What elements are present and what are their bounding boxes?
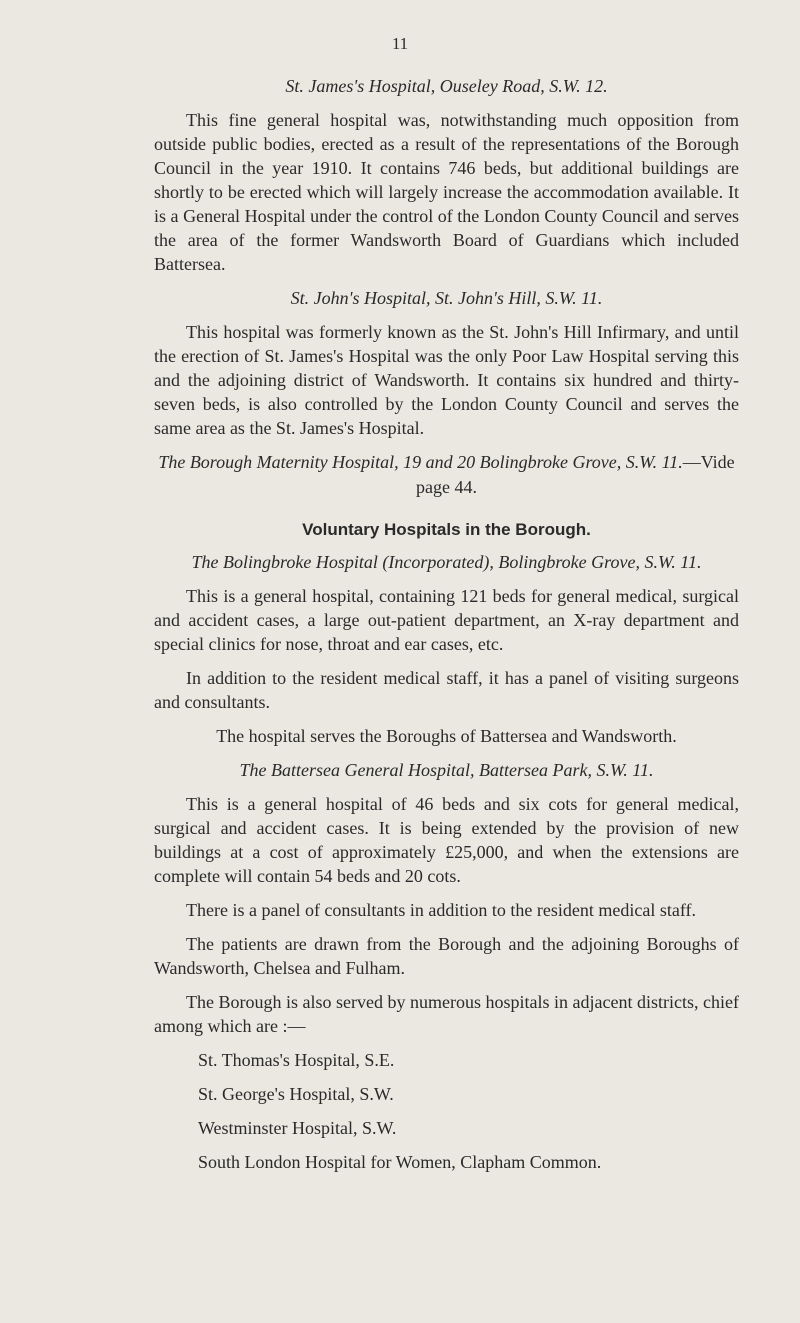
battersea-general-paragraph-3: The patients are drawn from the Borough and the adjoining Boroughs of Wandsworth, Chelsea and Fulham. xyxy=(154,934,739,978)
page-number: 11 xyxy=(391,34,409,53)
list-item: St. Thomas's Hospital, S.E. xyxy=(198,1050,395,1070)
st-james-hospital-heading: St. James's Hospital, Ouseley Road, S.W. 12. xyxy=(285,76,608,96)
list-item: St. George's Hospital, S.W. xyxy=(198,1084,394,1104)
maternity-hospital-name: The Borough Maternity Hospital, 19 and 20 Bolingbroke Grove, S.W. 11. xyxy=(158,452,683,472)
bolingbroke-paragraph-1: This is a general hospital, containing 121 beds for general medical, surgical and accident cases, a large out-patient department, an X-ray department and special clinics for nose, throat and ear cases, etc. xyxy=(154,586,739,654)
maternity-hospital-heading xyxy=(154,450,739,500)
adjacent-hospitals-list xyxy=(154,1048,739,1174)
battersea-general-hospital-heading: The Battersea General Hospital, Battersea Park, S.W. 11. xyxy=(239,760,654,780)
battersea-general-paragraph-2: There is a panel of consultants in addition to the resident medical staff. xyxy=(186,900,697,920)
st-johns-hospital-heading: St. John's Hospital, St. John's Hill, S.W. 11. xyxy=(290,288,603,308)
st-james-hospital-paragraph: This fine general hospital was, notwithstanding much opposition from outside public bodies, erected as a result of the representations of the Borough Council in the year 1910. It contains 746 beds, but additional buildings are shortly to be erected which will largely increase the accommodation available. It is a General Hospital under the control of the London County Council and serves the area of the former Wandsworth Board of Guardians which included Battersea. xyxy=(154,110,739,274)
list-item: Westminster Hospital, S.W. xyxy=(198,1118,397,1138)
bolingbroke-paragraph-2: In addition to the resident medical staff, it has a panel of visiting surgeons and consultants. xyxy=(154,668,739,712)
bolingbroke-hospital-heading: The Bolingbroke Hospital (Incorporated), Bolingbroke Grove, S.W. 11. xyxy=(191,552,702,572)
maternity-page-reference: —Vide page 44. xyxy=(416,452,735,497)
bolingbroke-paragraph-3: The hospital serves the Boroughs of Battersea and Wandsworth. xyxy=(216,726,677,746)
list-item: South London Hospital for Women, Clapham Common. xyxy=(198,1152,602,1172)
voluntary-hospitals-title: Voluntary Hospitals in the Borough. xyxy=(302,520,591,539)
page-content xyxy=(154,74,739,1184)
battersea-general-paragraph-1: This is a general hospital of 46 beds and six cots for general medical, surgical and accident cases. It is being extended by the provision of new buildings at a cost of approximately £25,000, and when the extensions are complete will contain 54 beds and 20 cots. xyxy=(154,794,739,886)
adjacent-hospitals-intro: The Borough is also served by numerous hospitals in adjacent districts, chief among which are :— xyxy=(154,992,739,1036)
st-johns-hospital-paragraph: This hospital was formerly known as the St. John's Hill Infirmary, and until the erection of St. James's Hospital was the only Poor Law Hospital serving this and the adjoining district of Wandsworth. It contains six hundred and thirty-seven beds, is also controlled by the London County Council and serves the same area as the St. James's Hospital. xyxy=(154,322,739,438)
